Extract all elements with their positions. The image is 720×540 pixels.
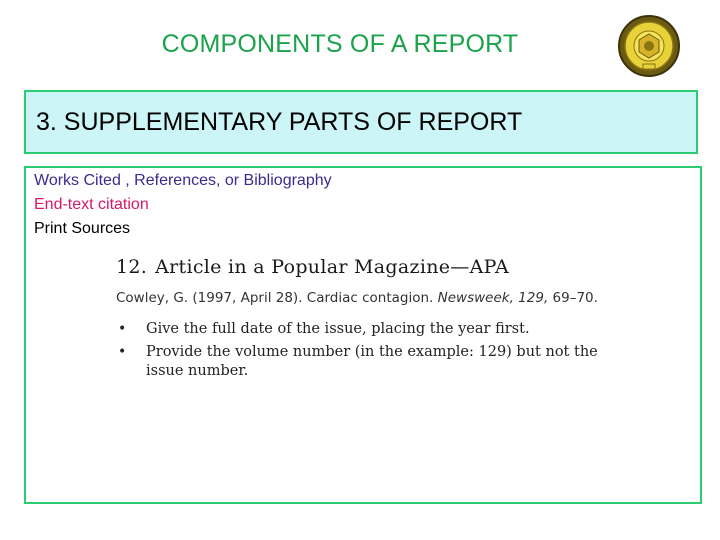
slide-title: COMPONENTS OF A REPORT (161, 30, 519, 58)
citation-example (116, 290, 636, 306)
citation-prefix: Cowley, G. (1997, April 28). Cardiac contagion. (116, 290, 434, 306)
excerpt-title: Article in a Popular Magazine—APA (155, 256, 509, 278)
content-box (24, 166, 702, 504)
guideline-list (116, 320, 636, 381)
list-item: • Give the full date of the issue, placing the year first. (118, 321, 530, 337)
citation-pages: 69–70. (552, 290, 598, 306)
excerpt-number: 12. (116, 256, 148, 278)
section-heading-box (24, 90, 698, 154)
seal-logo-icon (617, 14, 681, 78)
bullet-icon: • (118, 344, 127, 360)
citation-journal: Newsweek, 129, (437, 290, 549, 306)
print-sources-line: Print Sources (34, 220, 131, 237)
bullet-icon: • (118, 321, 127, 337)
section-heading: 3. SUPPLEMENTARY PARTS OF REPORT (36, 108, 523, 136)
list-item: • Provide the volume number (in the example: 129) but not the issue number. (118, 344, 598, 379)
end-text-citation-line: End-text citation (34, 196, 149, 213)
works-cited-line: Works Cited , References, or Bibliography (34, 172, 332, 189)
scanned-excerpt (116, 256, 636, 397)
excerpt-heading (116, 256, 636, 278)
